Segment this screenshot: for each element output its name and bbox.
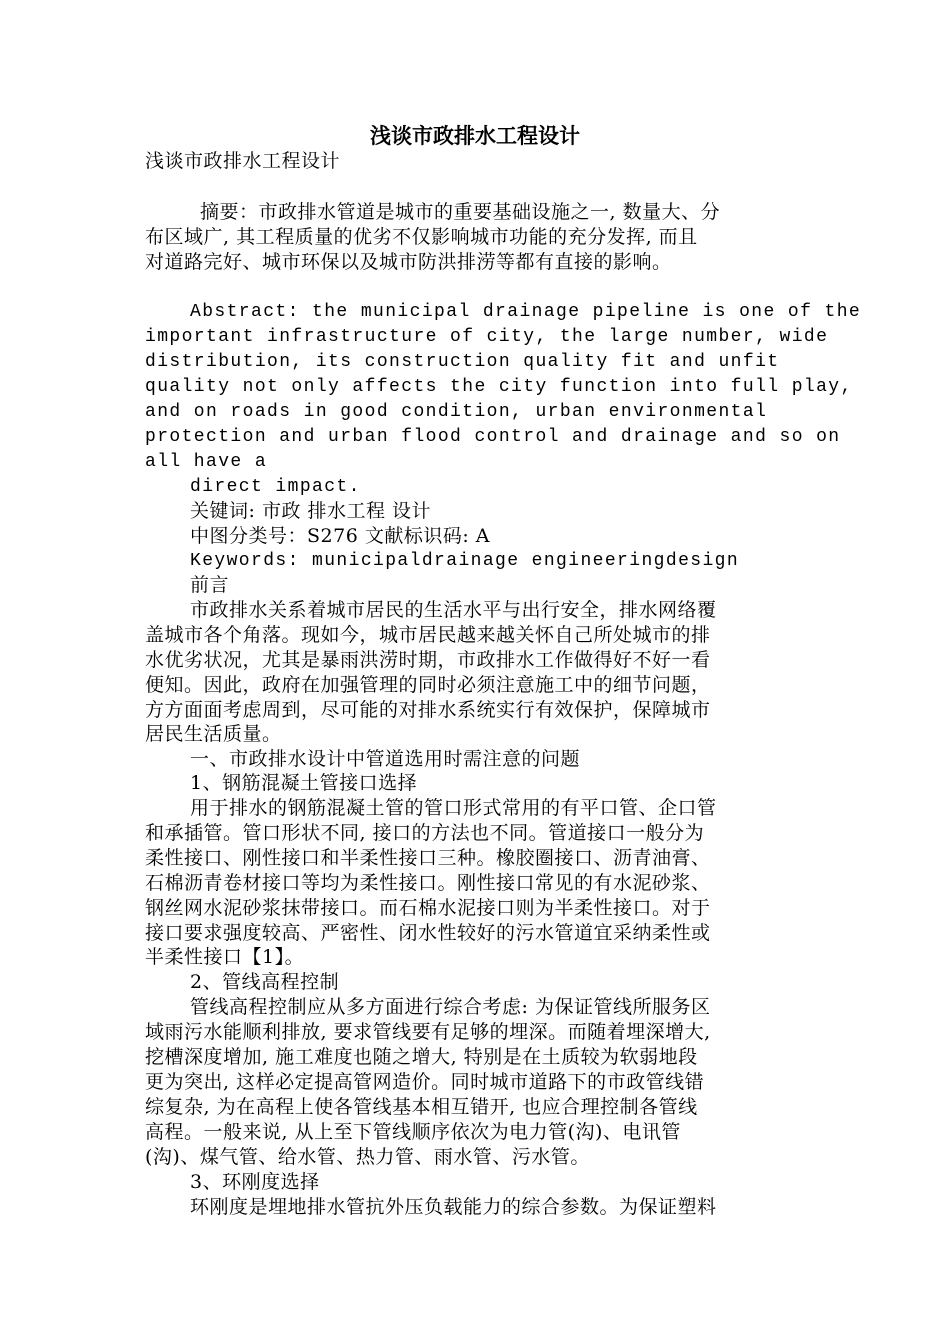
paragraph-line: 高程。一般来说, 从上至下管线顺序依次为电力管(沟)、电讯管 bbox=[145, 1121, 681, 1143]
subsection-heading: 1、钢筋混凝土管接口选择 bbox=[190, 772, 418, 794]
preface-line: 居民生活质量。 bbox=[145, 723, 282, 745]
paragraph-line: 用于排水的钢筋混凝土管的管口形式常用的有平口管、企口管 bbox=[190, 797, 717, 819]
section-heading: 一、市政排水设计中管道选用时需注意的问题 bbox=[190, 748, 581, 770]
subsection-heading: 3、环刚度选择 bbox=[190, 1171, 320, 1193]
document-subtitle: 浅谈市政排水工程设计 bbox=[145, 150, 341, 172]
paragraph-line: 环刚度是埋地排水管抗外压负载能力的综合参数。为保证塑料 bbox=[190, 1196, 717, 1218]
abstract-cn-line: 对道路完好、城市环保以及城市防洪排涝等都有直接的影响。 bbox=[145, 251, 672, 273]
subsection-heading: 2、管线高程控制 bbox=[190, 971, 340, 993]
paragraph-line: 柔性接口、刚性接口和半柔性接口三种。橡胶圈接口、沥青油膏、 bbox=[145, 847, 711, 869]
preface-line: 便知。因此，政府在加强管理的同时必须注意施工中的细节问题， bbox=[145, 674, 711, 696]
abstract-en-line: important infrastructure of city, the large number, wide bbox=[145, 327, 829, 347]
preface-heading: 前言 bbox=[190, 574, 230, 596]
abstract-cn-line: 摘要：市政排水管道是城市的重要基础设施之一, 数量大、分 bbox=[200, 201, 721, 223]
preface-line: 市政排水关系着城市居民的生活水平与出行安全，排水网络覆 bbox=[190, 599, 717, 621]
paragraph-line: 钢丝网水泥砂浆抹带接口。而石棉水泥接口则为半柔性接口。对于 bbox=[145, 897, 711, 919]
paragraph-line: 接口要求强度较高、严密性、闭水性较好的污水管道宜采纳柔性或 bbox=[145, 922, 711, 944]
preface-line: 水优劣状况，尤其是暴雨洪涝时期，市政排水工作做得好不好一看 bbox=[145, 649, 711, 671]
paragraph-line: 更为突出, 这样必定提高管网造价。同时城市道路下的市政管线错 bbox=[145, 1071, 705, 1093]
keywords-cn: 关键词: 市政 排水工程 设计 bbox=[190, 500, 432, 522]
paragraph-line: 挖槽深度增加, 施工难度也随之增大, 特别是在土质较为软弱地段 bbox=[145, 1046, 698, 1068]
paragraph-line: 半柔性接口【1】。 bbox=[145, 946, 305, 968]
preface-line: 盖城市各个角落。现如今，城市居民越来越关怀自己所处城市的排 bbox=[145, 624, 711, 646]
abstract-en-line: distribution, its construction quality fit and unfit bbox=[145, 352, 780, 372]
abstract-en-line: Abstract: the municipal drainage pipeline is one of the bbox=[190, 302, 862, 322]
abstract-en-line: direct impact. bbox=[190, 477, 361, 497]
preface-line: 方方面面考虑周到，尽可能的对排水系统实行有效保护，保障城市 bbox=[145, 699, 711, 721]
paragraph-line: 域雨污水能顺利排放, 要求管线要有足够的埋深。而随着埋深增大, bbox=[145, 1021, 711, 1043]
abstract-en-line: all have a bbox=[145, 452, 268, 472]
document-title: 浅谈市政排水工程设计 bbox=[370, 124, 580, 148]
paragraph-line: 综复杂, 为在高程上使各管线基本相互错开, 也应合理控制各管线 bbox=[145, 1096, 698, 1118]
paragraph-line: 和承插管。管口形状不同, 接口的方法也不同。管道接口一般分为 bbox=[145, 822, 705, 844]
abstract-en-line: quality not only affects the city function into full play, bbox=[145, 377, 853, 397]
abstract-en-line: protection and urban flood control and drainage and so on bbox=[145, 427, 841, 447]
paragraph-line: 管线高程控制应从多方面进行综合考虑: 为保证管线所服务区 bbox=[190, 996, 711, 1018]
keywords-en: Keywords: municipaldrainage engineeringdesign bbox=[190, 551, 740, 571]
paragraph-line: 石棉沥青卷材接口等均为柔性接口。刚性接口常见的有水泥砂浆、 bbox=[145, 872, 711, 894]
classification-line: 中图分类号：S276 文献标识码: A bbox=[190, 525, 490, 547]
abstract-cn-line: 布区域广, 其工程质量的优劣不仅影响城市功能的充分发挥, 而且 bbox=[145, 226, 698, 248]
paragraph-line: (沟)、煤气管、给水管、热力管、雨水管、污水管。 bbox=[145, 1146, 590, 1168]
abstract-en-line: and on roads in good condition, urban environmental bbox=[145, 402, 768, 422]
